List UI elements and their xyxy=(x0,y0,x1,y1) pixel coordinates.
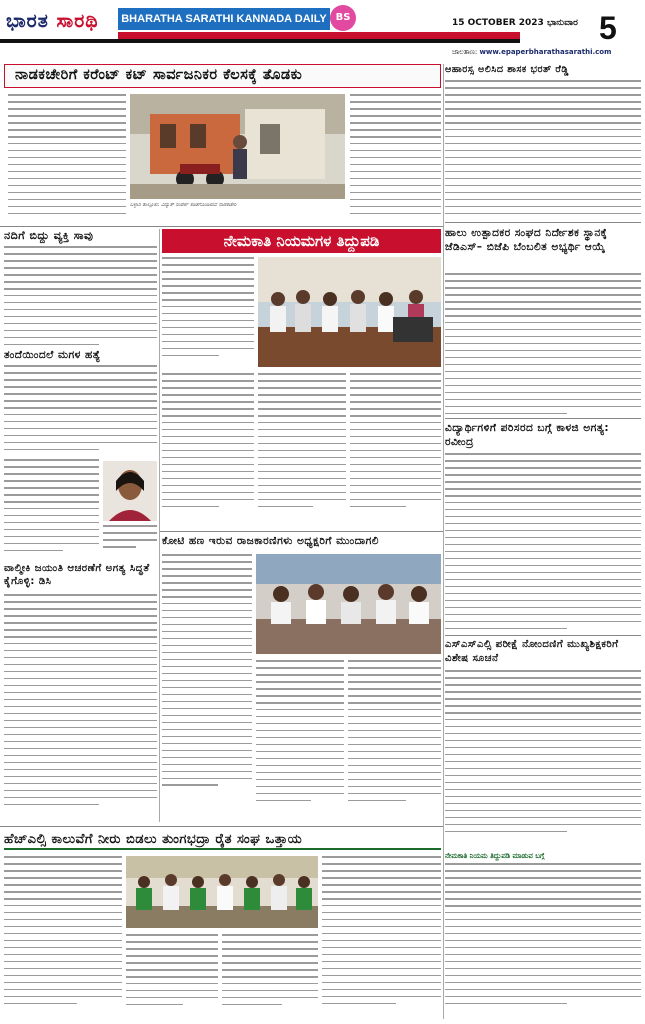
article-drowning-headline: ನದಿಗೆ ಬಿದ್ದು ವ್ಯಕ್ತಿ ಸಾವು xyxy=(4,229,94,242)
masthead-black-bar xyxy=(0,39,520,43)
article-politicians xyxy=(162,534,441,824)
article-drowning-body xyxy=(4,246,157,346)
article-hlc-col1 xyxy=(4,856,122,1018)
article-power-cut-photo xyxy=(130,94,345,199)
article-hlc-headline: ಹೆಚ್ಎಲ್ಸಿ ಕಾಲುವೆಗೆ ನೀರು ಬಿಡಲು ತುಂಗಭದ್ರಾ ರೈತ ಸಂಘ ಒತ್ತಾಯ xyxy=(4,830,441,850)
article-hlc-col3 xyxy=(222,934,318,1018)
divider xyxy=(0,226,443,227)
article-politicians-photo xyxy=(256,554,441,654)
article-drowning xyxy=(4,229,157,347)
victim-photo xyxy=(103,461,157,521)
divider xyxy=(0,826,443,827)
article-hlc-photo xyxy=(126,856,318,928)
article-sslc-headline: ಎಸ್ಎಸ್ಎಲ್ಸಿ ಪರೀಕ್ಷೆ ನೋಂದಣಿಗೆ ಮುಖ್ಯಶಿಕ್ಷಕರಿಗೆ ವಿಶೇಷ ಸೂಚನೆ xyxy=(445,639,619,664)
divider xyxy=(159,229,160,822)
divider xyxy=(445,635,641,636)
website-link[interactable]: www.epaperbharathasarathi.com xyxy=(479,48,612,56)
masthead-banner: BHARATHA SARATHI KANNADA DAILY xyxy=(118,8,330,30)
article-politicians-headline: ಕೋಟಿ ಹಣ ಇರುವ ರಾಜಕಾರಣಿಗಳು ಅಧ್ಯಕ್ಷರಿಗೆ ಮುಂದಾಗಲಿ xyxy=(162,535,379,547)
divider xyxy=(445,418,641,419)
article-power-cut xyxy=(4,64,441,224)
article-sslc-subhead: ನೇಮಕಾತಿ ನಿಯಮ ತಿದ್ದುಪಡಿ ಮಾಡುವ ಬಗ್ಗೆ xyxy=(445,852,545,860)
page-number: 5 xyxy=(599,10,617,46)
newspaper-logo: ಭಾರತ ಸಾರಥಿ xyxy=(6,10,99,32)
article-valmiki-headline: ವಾಲ್ಮೀಕಿ ಜಯಂತಿ ಆಚರಣೆಗೆ ಅಗತ್ಯ ಸಿದ್ಧತೆ ಕೈಗೊಳ್ಳಿ: ಡಿಸಿ xyxy=(4,563,150,587)
article-daughter-murder xyxy=(4,349,157,559)
article-bharat-reddy-headline: ಆಹಾರಸ್ಸ ಅಲಿಸಿದ ಶಾಸಕ ಭರತ್ ರೆಡ್ಡಿ xyxy=(445,64,569,75)
article-milk-union xyxy=(445,226,641,416)
article-recruitment-rules xyxy=(162,229,441,529)
article-daughter-murder-body3 xyxy=(103,525,157,557)
article-valmiki-body xyxy=(4,594,157,818)
article-hlc-canal xyxy=(4,830,441,1020)
article-bharat-reddy xyxy=(445,64,641,219)
article-environment-body xyxy=(445,453,641,631)
divider xyxy=(443,64,444,1019)
article-daughter-murder-body xyxy=(4,365,157,455)
article-bharat-reddy-body xyxy=(445,80,641,216)
masthead xyxy=(0,0,645,62)
article-power-cut-col1 xyxy=(8,94,126,218)
article-milk-union-headline: ಹಾಲು ಉತ್ಪಾದಕರ ಸಂಘದ ನಿರ್ದೇಶಕ ಸ್ಥಾನಕ್ಕೆ ಜೆಡಿಎಸ್– ಬಿಜೆಪಿ ಬೆಂಬಲಿತ ಅಭ್ಯರ್ಥಿ ಆಯ್ಕೆ xyxy=(445,227,608,253)
article-recruitment-body-c xyxy=(350,373,441,529)
article-sslc-exam xyxy=(445,638,641,1020)
article-power-cut-col3 xyxy=(350,94,441,218)
article-recruitment-photo xyxy=(258,257,441,367)
article-recruitment-body-b xyxy=(258,373,346,529)
article-daughter-murder-body2 xyxy=(4,459,99,557)
article-hlc-col2 xyxy=(126,934,218,1018)
article-hlc-col4 xyxy=(322,856,441,1018)
article-power-cut-headline: ನಾಡಕಚೇರಿಗೆ ಕರೆಂಟ್ ಕಟ್ ಸಾರ್ವಜನಿಕರ ಕೆಲಸಕ್ಕೆ ತೊಡಕು xyxy=(4,64,441,88)
article-recruitment-headline: ನೇಮಕಾತಿ ನಿಯಮಗಳ ತಿದ್ದುಪಡಿ xyxy=(162,229,441,253)
article-politicians-col1 xyxy=(162,554,252,822)
issue-date: 15 OCTOBER 2023 ಭಾನುವಾರ xyxy=(452,18,578,28)
bs-logo-icon: BS xyxy=(330,5,356,31)
article-daughter-murder-headline: ತಂದೆಯಿಂದಲೆ ಮಗಳ ಹತ್ಯೆ xyxy=(4,349,101,361)
article-sslc-body xyxy=(445,670,641,850)
divider xyxy=(445,222,641,223)
website-line: ಜಾಲತಾಣ: www.epaperbharathasarathi.com xyxy=(452,48,612,56)
article-environment xyxy=(445,421,641,633)
article-recruitment-body-a xyxy=(162,373,254,529)
masthead-red-bar xyxy=(118,32,520,39)
article-politicians-col3 xyxy=(348,660,441,822)
divider xyxy=(160,531,443,532)
article-sslc-body2 xyxy=(445,863,641,1019)
article-valmiki-jayanti xyxy=(4,562,157,820)
article-environment-headline: ವಿದ್ಯಾರ್ಥಿಗಳಿಗೆ ಪರಿಸರದ ಬಗ್ಗೆ ಕಾಳಜಿ ಅಗತ್ಯ: ರವೀಂದ್ರ xyxy=(445,422,610,448)
article-power-cut-caption: ಬಳ್ಳಾರಿ ತಾಲ್ಲೂಕು: ವಿದ್ಯುತ್ ಸಂಪರ್ಕ ಕಡಿತಗೊಂಡಿರುವ ನಾಡಕಚೇರಿ xyxy=(130,202,237,208)
article-milk-union-body xyxy=(445,273,641,415)
article-politicians-col2 xyxy=(256,660,344,822)
article-recruitment-intro xyxy=(162,257,254,369)
